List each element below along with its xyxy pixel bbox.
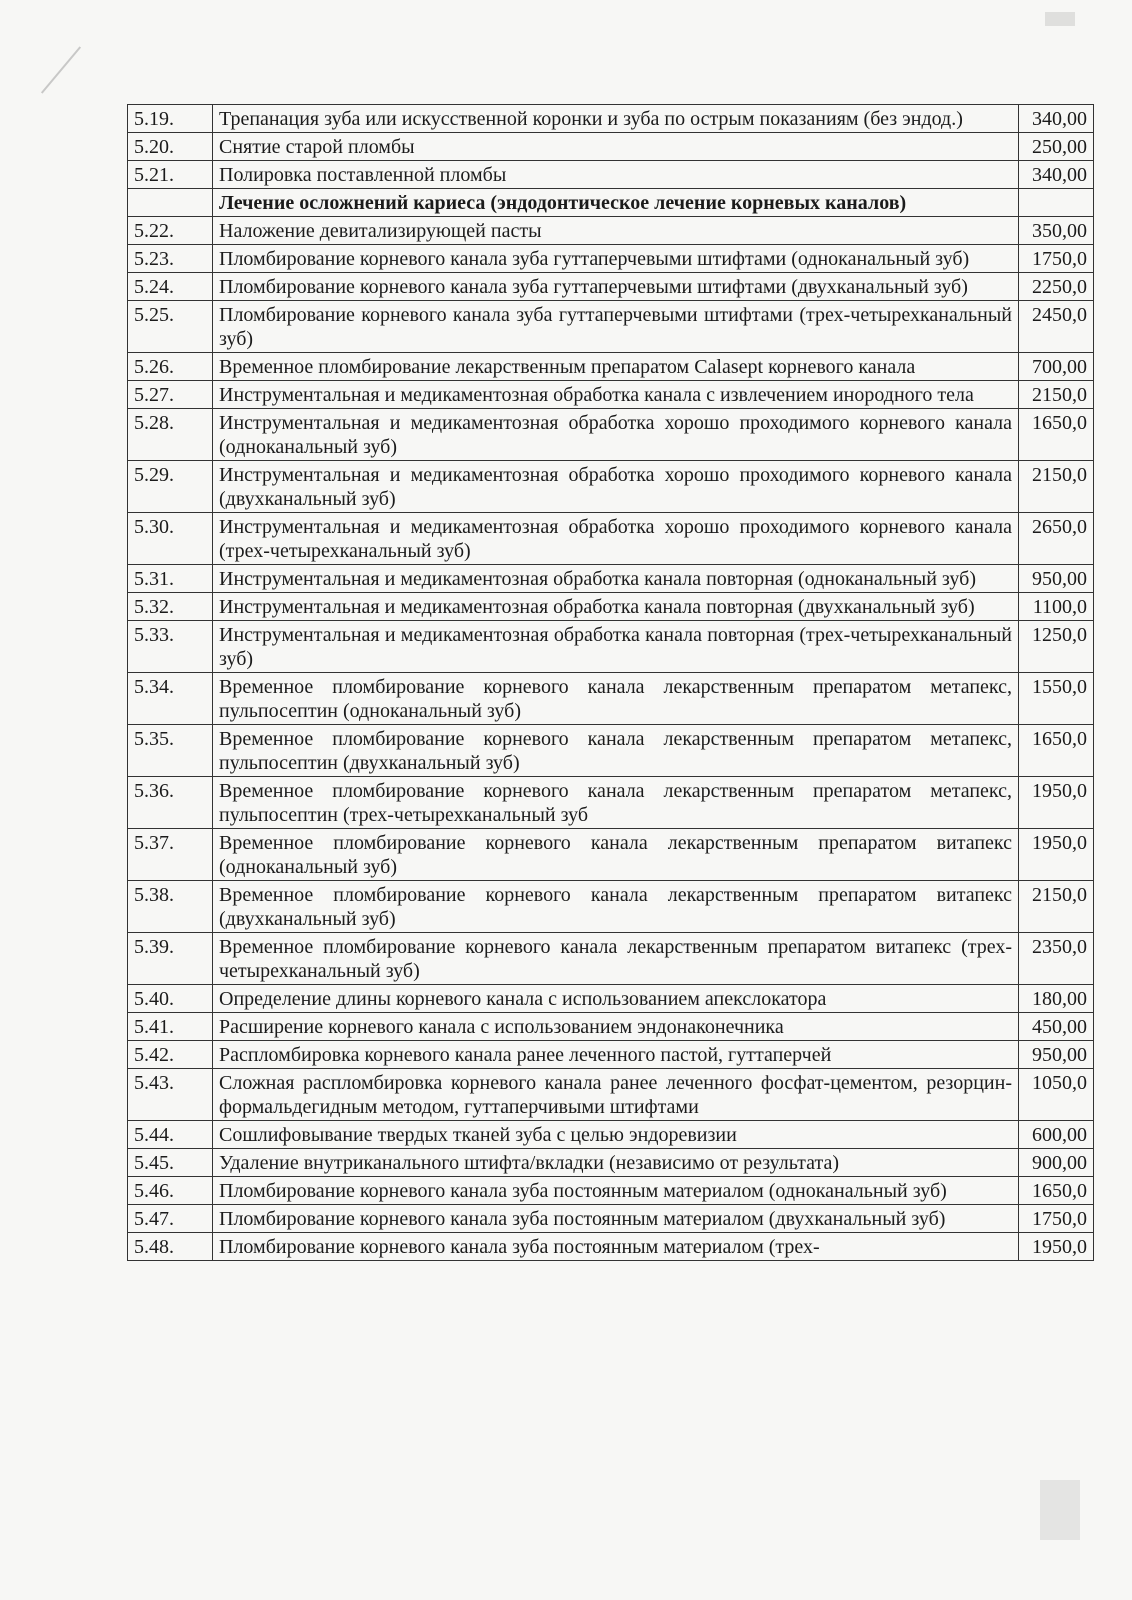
table-row: [128, 301, 1094, 353]
service-name: Временное пломбирование корневого канала лекарственным препаратом метапекс, пульпосептин (трех-четырехканальный зуб: [213, 777, 1019, 829]
table-row: [128, 593, 1094, 621]
service-price: 1650,0: [1019, 409, 1094, 461]
table-row: [128, 381, 1094, 409]
service-name: Пломбирование корневого канала зуба постоянным материалом (двухканальный зуб): [213, 1205, 1019, 1233]
row-number: 5.32.: [128, 593, 213, 621]
service-name: Пломбирование корневого канала зуба гуттаперчевыми штифтами (одноканальный зуб): [213, 245, 1019, 273]
row-number: 5.25.: [128, 301, 213, 353]
service-price: 600,00: [1019, 1121, 1094, 1149]
table-row: [128, 1121, 1094, 1149]
table-row: [128, 1233, 1094, 1261]
row-number: 5.33.: [128, 621, 213, 673]
scan-mark: [41, 46, 81, 93]
table-row: [128, 245, 1094, 273]
service-price: 2150,0: [1019, 461, 1094, 513]
service-price: 1050,0: [1019, 1069, 1094, 1121]
table-row: [128, 105, 1094, 133]
row-number: 5.26.: [128, 353, 213, 381]
table-row: [128, 1013, 1094, 1041]
service-price: 1100,0: [1019, 593, 1094, 621]
row-number: 5.24.: [128, 273, 213, 301]
service-price: 1750,0: [1019, 245, 1094, 273]
service-name: Инструментальная и медикаментозная обработка канала повторная (трех-четырехканальный зуб): [213, 621, 1019, 673]
service-price: 1750,0: [1019, 1205, 1094, 1233]
service-price: 1650,0: [1019, 725, 1094, 777]
row-number: 5.36.: [128, 777, 213, 829]
section-header-row: [128, 189, 1094, 217]
service-price: 2450,0: [1019, 301, 1094, 353]
service-price: 900,00: [1019, 1149, 1094, 1177]
empty-cell: [1019, 189, 1094, 217]
service-price: 1650,0: [1019, 1177, 1094, 1205]
table-row: [128, 673, 1094, 725]
service-name: Инструментальная и медикаментозная обработка хорошо проходимого корневого канала (двухканальный зуб): [213, 461, 1019, 513]
table-row: [128, 513, 1094, 565]
service-price: 2350,0: [1019, 933, 1094, 985]
service-name: Временное пломбирование корневого канала лекарственным препаратом витапекс (одноканальный зуб): [213, 829, 1019, 881]
row-number: 5.21.: [128, 161, 213, 189]
row-number: 5.35.: [128, 725, 213, 777]
service-name: Инструментальная и медикаментозная обработка канала повторная (двухканальный зуб): [213, 593, 1019, 621]
service-price: 180,00: [1019, 985, 1094, 1013]
row-number: 5.38.: [128, 881, 213, 933]
price-table: [127, 104, 1094, 1261]
service-name: Пломбирование корневого канала зуба постоянным материалом (одноканальный зуб): [213, 1177, 1019, 1205]
table-row: [128, 777, 1094, 829]
service-name: Пломбирование корневого канала зуба постоянным материалом (трех-: [213, 1233, 1019, 1261]
service-name: Снятие старой пломбы: [213, 133, 1019, 161]
row-number: 5.34.: [128, 673, 213, 725]
service-price: 950,00: [1019, 1041, 1094, 1069]
service-price: 1950,0: [1019, 829, 1094, 881]
service-name: Полировка поставленной пломбы: [213, 161, 1019, 189]
service-name: Пломбирование корневого канала зуба гуттаперчевыми штифтами (двухканальный зуб): [213, 273, 1019, 301]
row-number: 5.30.: [128, 513, 213, 565]
service-price: 340,00: [1019, 105, 1094, 133]
service-name: Сошлифовывание твердых тканей зуба с целью эндоревизии: [213, 1121, 1019, 1149]
table-row: [128, 353, 1094, 381]
table-row: [128, 725, 1094, 777]
table-row: [128, 161, 1094, 189]
table-row: [128, 881, 1094, 933]
table-row: [128, 829, 1094, 881]
row-number: 5.44.: [128, 1121, 213, 1149]
row-number: 5.29.: [128, 461, 213, 513]
service-price: 1950,0: [1019, 777, 1094, 829]
service-name: Сложная распломбировка корневого канала ранее леченного фосфат-цементом, резорцин-формальдегидным методом, гуттаперчивыми штифтами: [213, 1069, 1019, 1121]
row-number: 5.31.: [128, 565, 213, 593]
row-number: 5.43.: [128, 1069, 213, 1121]
table-row: [128, 409, 1094, 461]
row-number: 5.37.: [128, 829, 213, 881]
table-row: [128, 1041, 1094, 1069]
table-row: [128, 565, 1094, 593]
service-name: Временное пломбирование лекарственным препаратом Calasept корневого канала: [213, 353, 1019, 381]
service-price: 700,00: [1019, 353, 1094, 381]
service-name: Расширение корневого канала с использованием эндонаконечника: [213, 1013, 1019, 1041]
service-name: Инструментальная и медикаментозная обработка хорошо проходимого корневого канала (трех-четырехканальный зуб): [213, 513, 1019, 565]
service-price: 340,00: [1019, 161, 1094, 189]
table-row: [128, 985, 1094, 1013]
service-price: 1250,0: [1019, 621, 1094, 673]
service-name: Инструментальная и медикаментозная обработка хорошо проходимого корневого канала (одноканальный зуб): [213, 409, 1019, 461]
service-name: Удаление внутриканального штифта/вкладки (независимо от результата): [213, 1149, 1019, 1177]
table-row: [128, 1205, 1094, 1233]
service-price: 1550,0: [1019, 673, 1094, 725]
service-name: Определение длины корневого канала с использованием апекслокатора: [213, 985, 1019, 1013]
row-number: 5.45.: [128, 1149, 213, 1177]
service-price: 250,00: [1019, 133, 1094, 161]
service-name: Инструментальная и медикаментозная обработка канала повторная (одноканальный зуб): [213, 565, 1019, 593]
table-row: [128, 217, 1094, 245]
service-price: 1950,0: [1019, 1233, 1094, 1261]
service-name: Инструментальная и медикаментозная обработка канала с извлечением инородного тела: [213, 381, 1019, 409]
service-price: 2150,0: [1019, 881, 1094, 933]
service-price: 2650,0: [1019, 513, 1094, 565]
row-number: 5.39.: [128, 933, 213, 985]
table-row: [128, 133, 1094, 161]
service-name: Временное пломбирование корневого канала лекарственным препаратом витапекс (трех-четырехканальный зуб): [213, 933, 1019, 985]
row-number: 5.46.: [128, 1177, 213, 1205]
row-number: 5.47.: [128, 1205, 213, 1233]
service-price: 950,00: [1019, 565, 1094, 593]
section-title: Лечение осложнений кариеса (эндодонтическое лечение корневых каналов): [213, 189, 1019, 217]
table-row: [128, 1149, 1094, 1177]
table-row: [128, 1177, 1094, 1205]
service-price: 350,00: [1019, 217, 1094, 245]
service-name: Распломбировка корневого канала ранее леченного пастой, гуттаперчей: [213, 1041, 1019, 1069]
service-name: Временное пломбирование корневого канала лекарственным препаратом витапекс (двухканальный зуб): [213, 881, 1019, 933]
service-price: 450,00: [1019, 1013, 1094, 1041]
row-number: 5.42.: [128, 1041, 213, 1069]
table-row: [128, 1069, 1094, 1121]
price-table-body: [128, 105, 1094, 1261]
row-number: 5.28.: [128, 409, 213, 461]
service-name: Временное пломбирование корневого канала лекарственным препаратом метапекс, пульпосептин (двухканальный зуб): [213, 725, 1019, 777]
scan-mark: [1045, 12, 1075, 26]
table-row: [128, 273, 1094, 301]
table-row: [128, 621, 1094, 673]
row-number: 5.41.: [128, 1013, 213, 1041]
table-row: [128, 933, 1094, 985]
row-number: 5.22.: [128, 217, 213, 245]
row-number: 5.48.: [128, 1233, 213, 1261]
row-number: 5.27.: [128, 381, 213, 409]
service-price: 2150,0: [1019, 381, 1094, 409]
service-price: 2250,0: [1019, 273, 1094, 301]
row-number: 5.40.: [128, 985, 213, 1013]
table-row: [128, 461, 1094, 513]
service-name: Временное пломбирование корневого канала лекарственным препаратом метапекс, пульпосептин (одноканальный зуб): [213, 673, 1019, 725]
service-name: Трепанация зуба или искусственной коронки и зуба по острым показаниям (без эндод.): [213, 105, 1019, 133]
service-name: Наложение девитализирующей пасты: [213, 217, 1019, 245]
empty-cell: [128, 189, 213, 217]
row-number: 5.19.: [128, 105, 213, 133]
row-number: 5.23.: [128, 245, 213, 273]
scan-mark: [1040, 1480, 1080, 1540]
row-number: 5.20.: [128, 133, 213, 161]
service-name: Пломбирование корневого канала зуба гуттаперчевыми штифтами (трех-четырехканальный зуб): [213, 301, 1019, 353]
